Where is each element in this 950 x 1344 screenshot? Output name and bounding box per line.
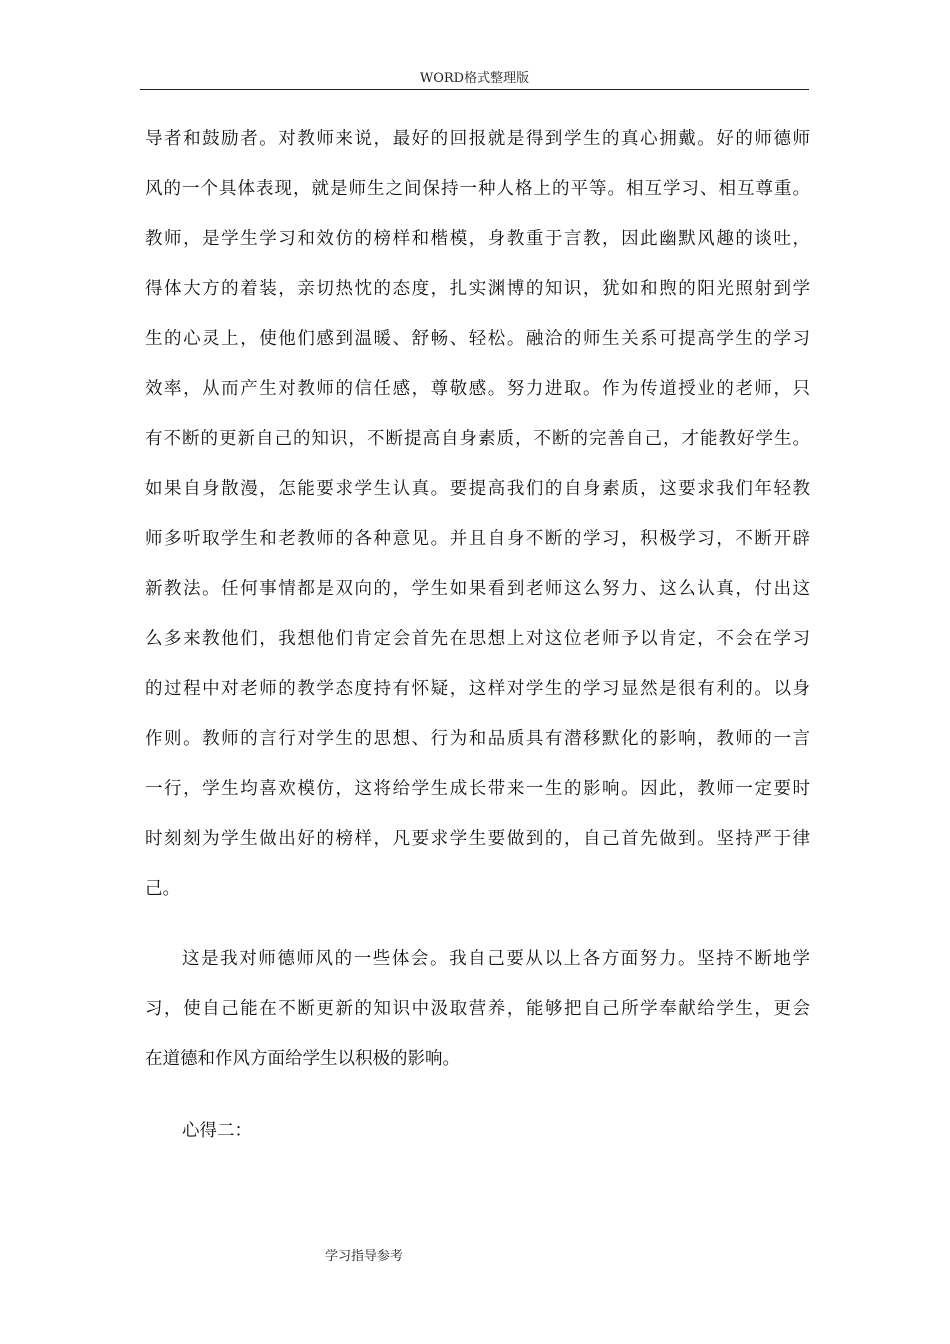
paragraph-line: 得体大方的着装，亲切热忱的态度，扎实渊博的知识，犹如和煦的阳光照射到学 [145,279,810,299]
page-header: WORD格式整理版 [419,71,530,86]
section-heading: 心得二： [182,1121,252,1141]
paragraph-line: 导者和鼓励者。对教师来说，最好的回报就是得到学生的真心拥戴。好的师德师 [145,129,810,149]
section-spacer [145,1084,810,1106]
paragraph-2 [145,934,810,1084]
paragraph-line: 新教法。任何事情都是双向的，学生如果看到老师这么努力、这么认真，付出这 [145,579,810,599]
page-footer: 学习指导参考 [325,1249,404,1264]
header-rule [140,89,809,90]
paragraph-line: 有不断的更新自己的知识，不断提高自身素质，不断的完善自己，才能教好学生。 [145,429,810,449]
paragraph-line: 己。 [145,879,180,899]
paragraph-line: 师多听取学生和老教师的各种意见。并且自身不断的学习，积极学习，不断开辟 [145,529,810,549]
paragraph-line: 这是我对师德师风的一些体会。我自己要从以上各方面努力。坚持不断地学 [182,949,810,969]
paragraph-line: 如果自身散漫，怎能要求学生认真。要提高我们的自身素质，这要求我们年轻教 [145,479,810,499]
paragraph-spacer [145,914,810,934]
document-body [145,114,810,1156]
paragraph-line: 一行，学生均喜欢模仿，这将给学生成长带来一生的影响。因此，教师一定要时 [145,779,810,799]
paragraph-line: 习，使自己能在不断更新的知识中汲取营养，能够把自己所学奉献给学生，更会 [145,999,810,1019]
paragraph-line: 么多来教他们，我想他们肯定会首先在思想上对这位老师予以肯定，不会在学习 [145,629,810,649]
paragraph-line: 生的心灵上，使他们感到温暖、舒畅、轻松。融洽的师生关系可提高学生的学习 [145,329,810,349]
paragraph-1 [145,114,810,914]
paragraph-line: 时刻刻为学生做出好的榜样，凡要求学生要做到的，自己首先做到。坚持严于律 [145,829,810,849]
paragraph-line: 作则。教师的言行对学生的思想、行为和品质具有潜移默化的影响，教师的一言 [145,729,810,749]
paragraph-line: 教师，是学生学习和效仿的榜样和楷模，身教重于言教，因此幽默风趣的谈吐， [145,229,810,249]
paragraph-line: 的过程中对老师的教学态度持有怀疑，这样对学生的学习显然是很有利的。以身 [145,679,810,699]
paragraph-line: 风的一个具体表现，就是师生之间保持一种人格上的平等。相互学习、相互尊重。 [145,179,810,199]
paragraph-line: 在道德和作风方面给学生以积极的影响。 [145,1049,460,1069]
paragraph-line: 效率，从而产生对教师的信任感，尊敬感。努力进取。作为传道授业的老师，只 [145,379,810,399]
